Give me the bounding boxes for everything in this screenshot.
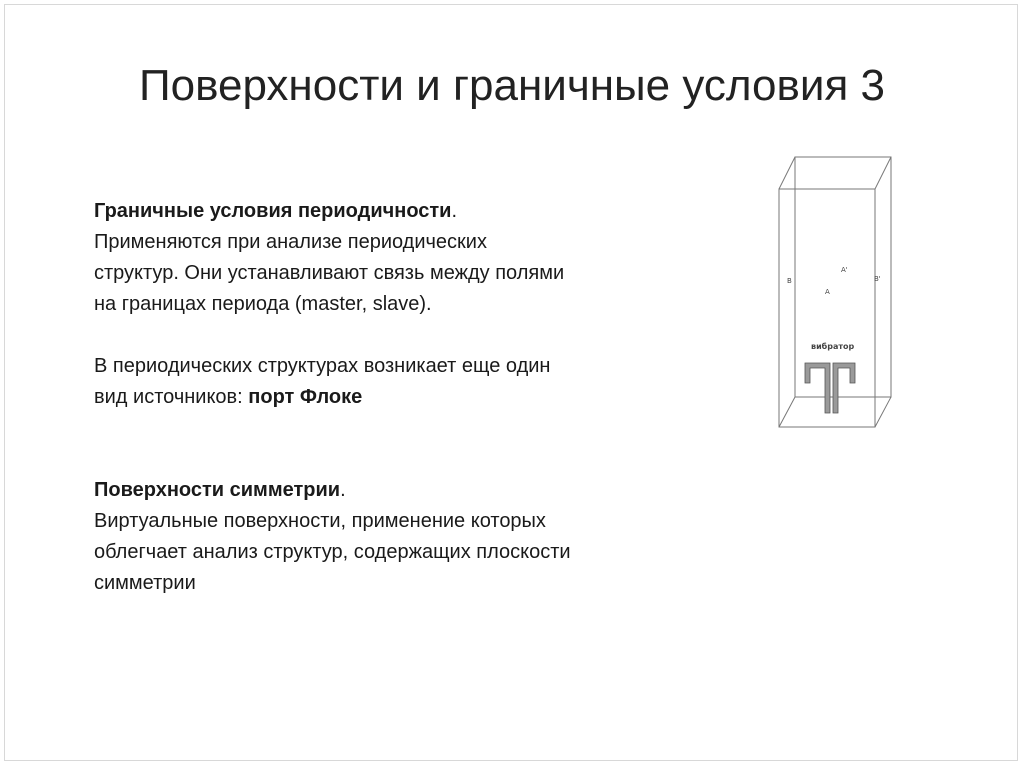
label-a: A (825, 288, 830, 296)
box-edge-bottom-left (779, 397, 795, 427)
section-floquet (94, 351, 674, 413)
periodicity-line-2: структур. Они устанавливают связь между полями (94, 262, 565, 284)
label-a-prime: A' (841, 266, 848, 274)
vibrator-dipole (805, 363, 855, 413)
floquet-line-1: В периодических структурах возникает еще один (94, 355, 551, 377)
symmetry-heading: Поверхности симметрии (94, 479, 341, 501)
box-edge-top-left (779, 157, 795, 189)
vibrator-right-arm (833, 363, 855, 413)
periodic-cell-figure (775, 155, 895, 430)
spacer (94, 413, 674, 475)
label-vibrator: вибратор (811, 342, 855, 351)
box-edge-top-right (875, 157, 891, 189)
box-edge-bottom-right (875, 397, 891, 427)
periodicity-heading: Граничные условия периодичности (94, 200, 452, 222)
floquet-line-2-prefix: вид источников: (94, 386, 249, 408)
periodicity-line-3: на границах периода (master, slave). (94, 293, 432, 315)
spacer (94, 320, 674, 351)
floquet-port-term: порт Флоке (248, 386, 363, 408)
section-periodicity (94, 196, 674, 320)
periodicity-line-1: Применяются при анализе периодических (94, 231, 487, 253)
label-b-prime: B' (874, 275, 881, 283)
symmetry-heading-suffix: . (340, 479, 346, 501)
symmetry-line-2: облегчает анализ структур, содержащих плоскости (94, 541, 571, 563)
slide-title: Поверхности и граничные условия 3 (139, 61, 885, 110)
periodicity-heading-suffix: . (451, 200, 458, 222)
symmetry-line-3: симметрии (94, 572, 196, 594)
label-b: B (787, 277, 792, 285)
symmetry-line-1: Виртуальные поверхности, применение которых (94, 510, 546, 532)
vibrator-left-arm (805, 363, 830, 413)
slide-content (94, 196, 674, 599)
periodic-cell-diagram (775, 155, 895, 430)
section-symmetry (94, 475, 674, 599)
